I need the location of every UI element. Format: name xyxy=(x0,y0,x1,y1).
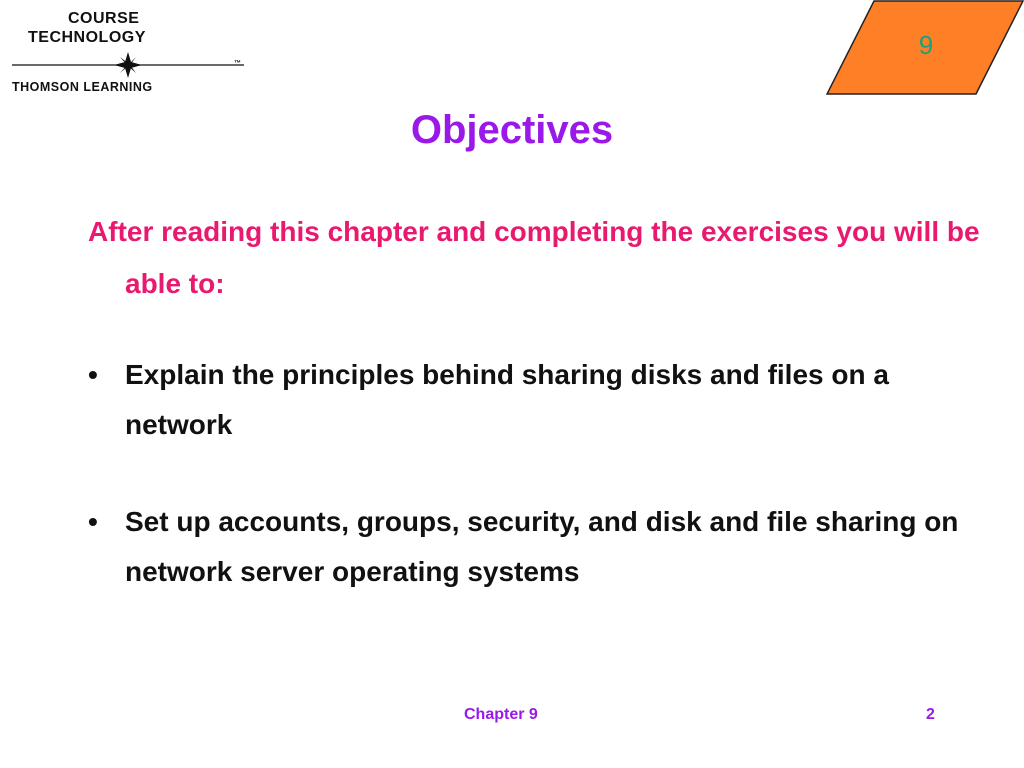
objective-text: Set up accounts, groups, security, and disk and file sharing on network server operating systems xyxy=(125,506,959,587)
intro-text: After reading this chapter and completing the exercises you will be able to: xyxy=(88,216,980,299)
slide-title: Objectives xyxy=(410,108,614,152)
footer-chapter: Chapter 9 xyxy=(464,706,538,723)
footer-page-number: 2 xyxy=(926,706,935,723)
logo-trademark: ™ xyxy=(234,60,241,67)
logo-line-thomson-learning: THOMSON LEARNING xyxy=(12,80,153,94)
bullet-dot-icon: • xyxy=(88,506,98,537)
logo-star-icon xyxy=(10,52,246,78)
course-technology-logo xyxy=(10,8,250,98)
objective-text: Explain the principles behind sharing disks and files on a network xyxy=(125,359,889,440)
objective-item xyxy=(88,497,968,597)
objective-item xyxy=(88,350,968,450)
bullet-dot-icon: • xyxy=(88,359,98,390)
objectives-list xyxy=(88,350,968,597)
logo-line-technology: TECHNOLOGY xyxy=(28,29,146,46)
logo-line-course: COURSE xyxy=(68,10,140,27)
chapter-badge-number: 9 xyxy=(918,30,934,60)
